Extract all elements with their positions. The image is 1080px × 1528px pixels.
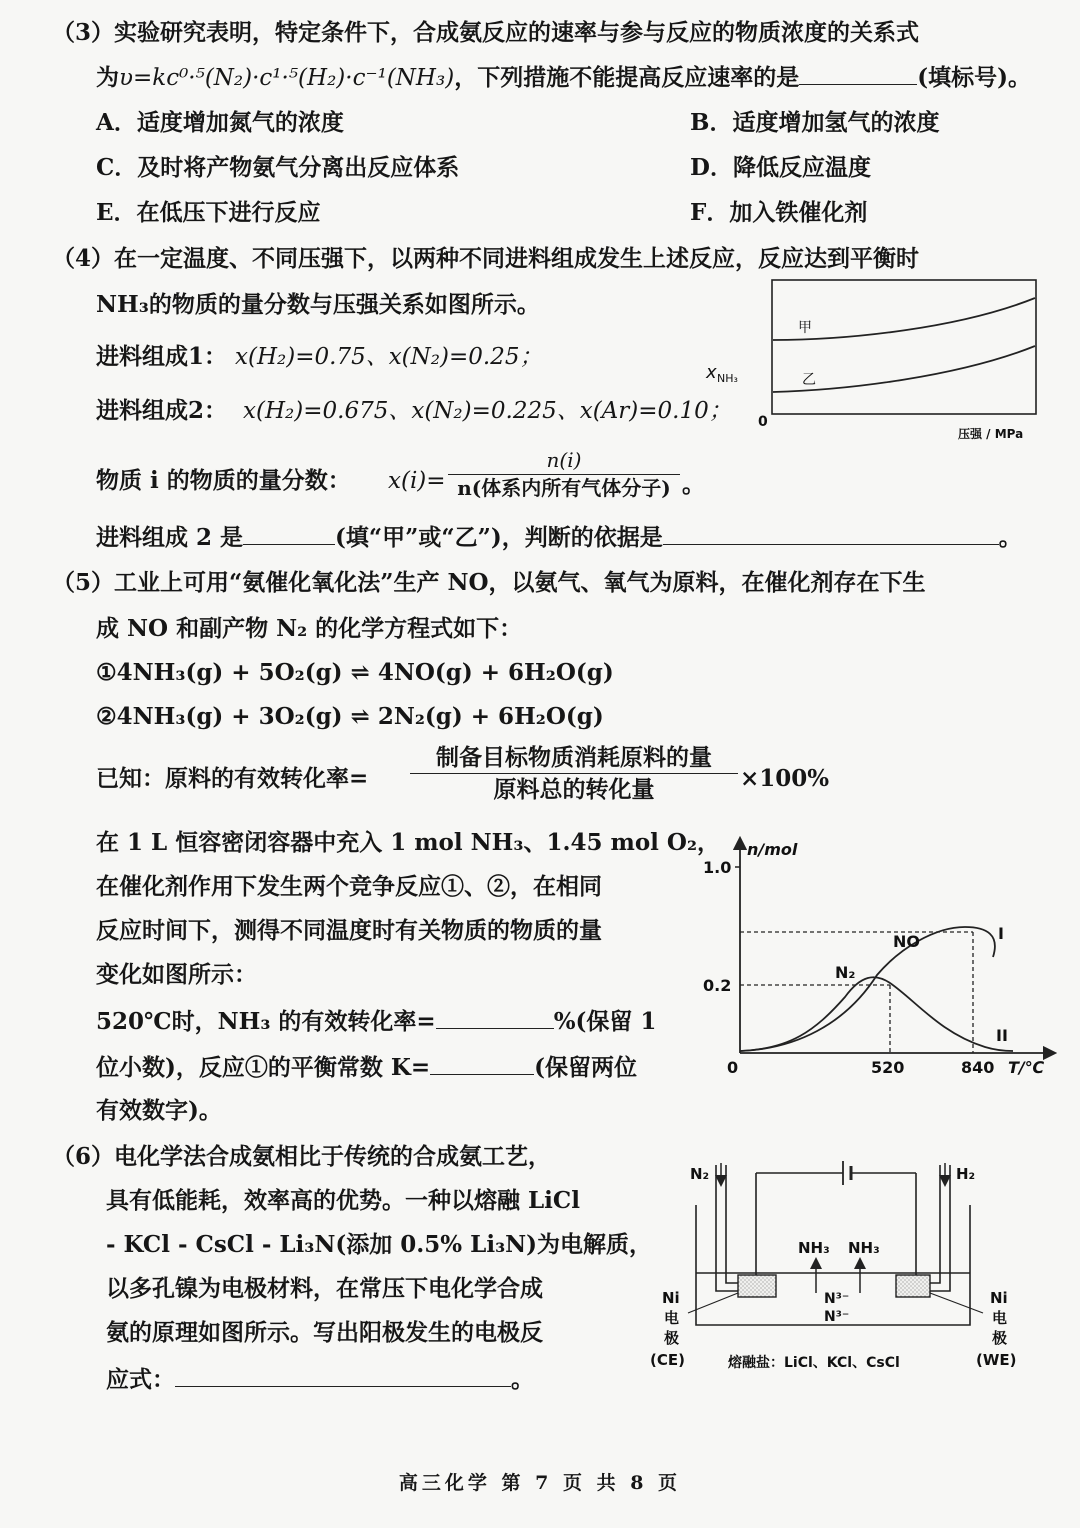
q4-chart xyxy=(700,278,1050,446)
q5-known-denominator: 原料总的转化量 xyxy=(493,776,655,803)
q6-electrolysis-diagram xyxy=(648,1155,1028,1395)
q4-line2: NH₃的物质的量分数与压强关系如图所示。 xyxy=(96,291,540,318)
q3-line1: （3）实验研究表明，特定条件下，合成氨反应的速率与参与反应的物质浓度的关系式 xyxy=(52,19,920,46)
q5-label-no: NO xyxy=(893,932,920,951)
q5-line2: 成 NO 和副产物 N₂ 的化学方程式如下： xyxy=(96,615,523,642)
q3-answer-blank[interactable] xyxy=(799,62,917,85)
q6-l4: 以多孔镍为电极材料，在常压下电化学合成 xyxy=(106,1275,543,1302)
q4-q-prefix: 进料组成 2 是 xyxy=(96,524,244,551)
q4-line1: （4）在一定温度、不同压强下，以两种不同进料组成发生上述反应，反应达到平衡时 xyxy=(52,245,920,272)
q6-right-label-1: Ni xyxy=(990,1289,1008,1307)
q6-right-label-2: 电 xyxy=(992,1309,1008,1327)
q6-tube-left-inner xyxy=(726,1165,738,1283)
q5-p1: 在 1 L 恒容密闭容器中充入 1 mol NH₃、1.45 mol O₂， xyxy=(96,829,721,856)
q5-p6-prefix: 位小数)，反应①的平衡常数 K= xyxy=(96,1054,431,1081)
q5-y-tick-2: 0.2 xyxy=(703,976,732,995)
q3-line2 xyxy=(96,62,1031,93)
q4-feed2-value: x(H₂)=0.675、x(N₂)=0.225、x(Ar)=0.10； xyxy=(243,398,732,424)
q5-x-tick-520: 520 xyxy=(871,1058,905,1077)
q4-fraction-numerator: n(i) xyxy=(546,448,582,472)
q5-chart xyxy=(695,835,1060,1085)
q4-feed1-value: x(H₂)=0.75、x(N₂)=0.25； xyxy=(235,344,543,370)
q5-eq2: ②4NH₃(g) + 3O₂(g) ⇌ 2N₂(g) + 6H₂O(g) xyxy=(96,703,604,730)
q3-line2-prefix: 为 xyxy=(96,64,119,91)
q5-p5 xyxy=(96,1006,656,1037)
q5-x-tick-840: 840 xyxy=(961,1058,995,1077)
q6-label-n3-a: N³⁻ xyxy=(824,1291,850,1307)
q6-pointer-right xyxy=(930,1293,983,1313)
q3-option-a: A．适度增加氮气的浓度 xyxy=(96,109,344,136)
q5-x-axis-label: T/℃ xyxy=(1008,1058,1045,1077)
q5-label-I: I xyxy=(998,924,1004,943)
q6-electrode-ce xyxy=(738,1275,776,1297)
q5-y-axis-label: n/mol xyxy=(747,840,798,859)
q4-feed2 xyxy=(96,396,732,426)
q6-left-label-2: 电 xyxy=(664,1309,680,1327)
q6-l1: （6）电化学法合成氨相比于传统的合成氨工艺， xyxy=(52,1143,552,1170)
q6-label-nh3-left: NH₃ xyxy=(798,1239,830,1257)
q6-tube-right-inner xyxy=(928,1165,940,1283)
q6-tube-left-outer xyxy=(716,1165,738,1291)
q6-container xyxy=(696,1205,970,1325)
q3-option-c: C．及时将产物氨气分离出反应体系 xyxy=(96,154,460,181)
q5-curve-no xyxy=(740,927,995,1051)
q4-chart-frame xyxy=(772,280,1036,414)
q4-curve-jia xyxy=(773,298,1035,340)
q6-electrode-we xyxy=(896,1275,930,1297)
q4-y-axis-sub: NH₃ xyxy=(717,372,738,385)
q6-right-label-3: 极 xyxy=(992,1329,1008,1347)
q3-option-d: D．降低反应温度 xyxy=(690,154,871,181)
q6-left-label-4: (CE) xyxy=(650,1351,685,1369)
q5-line1: （5）工业上可用“氨催化氧化法”生产 NO，以氨气、氧气为原料，在催化剂存在下生 xyxy=(52,569,926,596)
q3-option-f: F．加入铁催化剂 xyxy=(690,199,868,226)
q4-x-axis-label: 压强 / MPa xyxy=(958,427,1024,441)
q5-y-tick-1: 1.0 xyxy=(703,858,732,877)
q4-fraction xyxy=(448,448,680,500)
q4-label-yi: 乙 xyxy=(802,372,816,388)
q5-known-end: ×100% xyxy=(740,765,830,792)
q4-feed1 xyxy=(96,342,542,372)
q5-answer-blank-1[interactable] xyxy=(436,1006,554,1029)
q5-p7: 有效数字)。 xyxy=(96,1097,222,1124)
q5-known-fraction xyxy=(410,744,738,804)
q5-x-tick-0: 0 xyxy=(727,1058,739,1077)
q5-p4: 变化如图所示： xyxy=(96,961,257,988)
q4-fraction-label: 物质 i 的物质的量分数： xyxy=(96,467,351,494)
q6-l2: 具有低能耗，效率高的优势。一种以熔融 LiCl xyxy=(106,1187,580,1214)
q5-p5-prefix: 520℃时，NH₃ 的有效转化率= xyxy=(96,1008,436,1035)
q4-feed2-label: 进料组成2： xyxy=(96,397,228,424)
q3-rate-formula: υ=kc⁰·⁵(N₂)·c¹·⁵(H₂)·c⁻¹(NH₃) xyxy=(119,65,455,91)
q5-p6 xyxy=(96,1052,637,1083)
q5-curve-n2 xyxy=(740,977,1013,1051)
q6-label-salt: 熔融盐：LiCl、KCl、CsCl xyxy=(728,1355,900,1371)
q5-eq1: ①4NH₃(g) + 5O₂(g) ⇌ 4NO(g) + 6H₂O(g) xyxy=(96,659,614,686)
q4-q-end: 。 xyxy=(998,524,1022,551)
q6-l5: 氨的原理如图所示。写出阳极发生的电极反 xyxy=(106,1319,543,1346)
q3-option-b: B．适度增加氢气的浓度 xyxy=(690,109,940,136)
q4-answer-blank-2[interactable] xyxy=(663,522,999,545)
q4-fraction-end: 。 xyxy=(682,471,705,498)
q5-p2: 在催化剂作用下发生两个竞争反应①、②，在相同 xyxy=(96,873,602,900)
q3-option-e: E．在低压下进行反应 xyxy=(96,199,321,226)
q6-right-label-4: (WE) xyxy=(976,1351,1017,1369)
q6-tube-right-outer xyxy=(928,1165,950,1291)
q4-fraction-lhs: x(i)= xyxy=(388,468,446,494)
q6-label-h2: H₂ xyxy=(956,1165,976,1183)
q6-answer-blank[interactable] xyxy=(175,1364,511,1387)
q6-label-nh3-right: NH₃ xyxy=(848,1239,880,1257)
q6-left-label-3: 极 xyxy=(664,1329,680,1347)
q6-l3: - KCl - CsCl - Li₃N(添加 0.5% Li₃N)为电解质， xyxy=(106,1231,653,1258)
page-footer: 高三化学 第 7 页 共 8 页 xyxy=(398,1472,682,1494)
q5-known-label: 已知：原料的有效转化率= xyxy=(96,765,369,792)
q6-l6 xyxy=(106,1364,534,1395)
q4-fraction-denominator: n(体系内所有气体分子) xyxy=(457,476,671,500)
q5-p5-end: %(保留 1 xyxy=(553,1008,657,1035)
q5-label-II: II xyxy=(996,1026,1008,1045)
q4-origin: 0 xyxy=(758,414,768,430)
q5-known-numerator: 制备目标物质消耗原料的量 xyxy=(436,744,712,771)
q6-l6-prefix: 应式： xyxy=(106,1366,175,1393)
q6-l6-end: 。 xyxy=(511,1366,534,1393)
q3-line2-suffix: ，下列措施不能提高反应速率的是 xyxy=(454,64,800,91)
q6-left-label-1: Ni xyxy=(662,1289,680,1307)
q5-p6-end: (保留两位 xyxy=(534,1054,638,1081)
q3-line2-end: (填标号)。 xyxy=(917,64,1031,91)
q4-label-jia: 甲 xyxy=(798,320,812,336)
q4-y-axis-label: x xyxy=(706,362,717,383)
q6-label-n2: N₂ xyxy=(690,1165,710,1183)
q4-question xyxy=(96,522,1022,553)
q4-answer-blank-1[interactable] xyxy=(243,522,335,545)
q5-label-n2: N₂ xyxy=(835,963,856,982)
q6-label-n3-b: N³⁻ xyxy=(824,1309,850,1325)
q4-feed1-label: 进料组成1： xyxy=(96,343,228,370)
q5-answer-blank-2[interactable] xyxy=(430,1052,534,1075)
q4-q-mid: (填“甲”或“乙”)，判断的依据是 xyxy=(335,524,663,551)
q5-p3: 反应时间下，测得不同温度时有关物质的物质的量 xyxy=(96,917,602,944)
